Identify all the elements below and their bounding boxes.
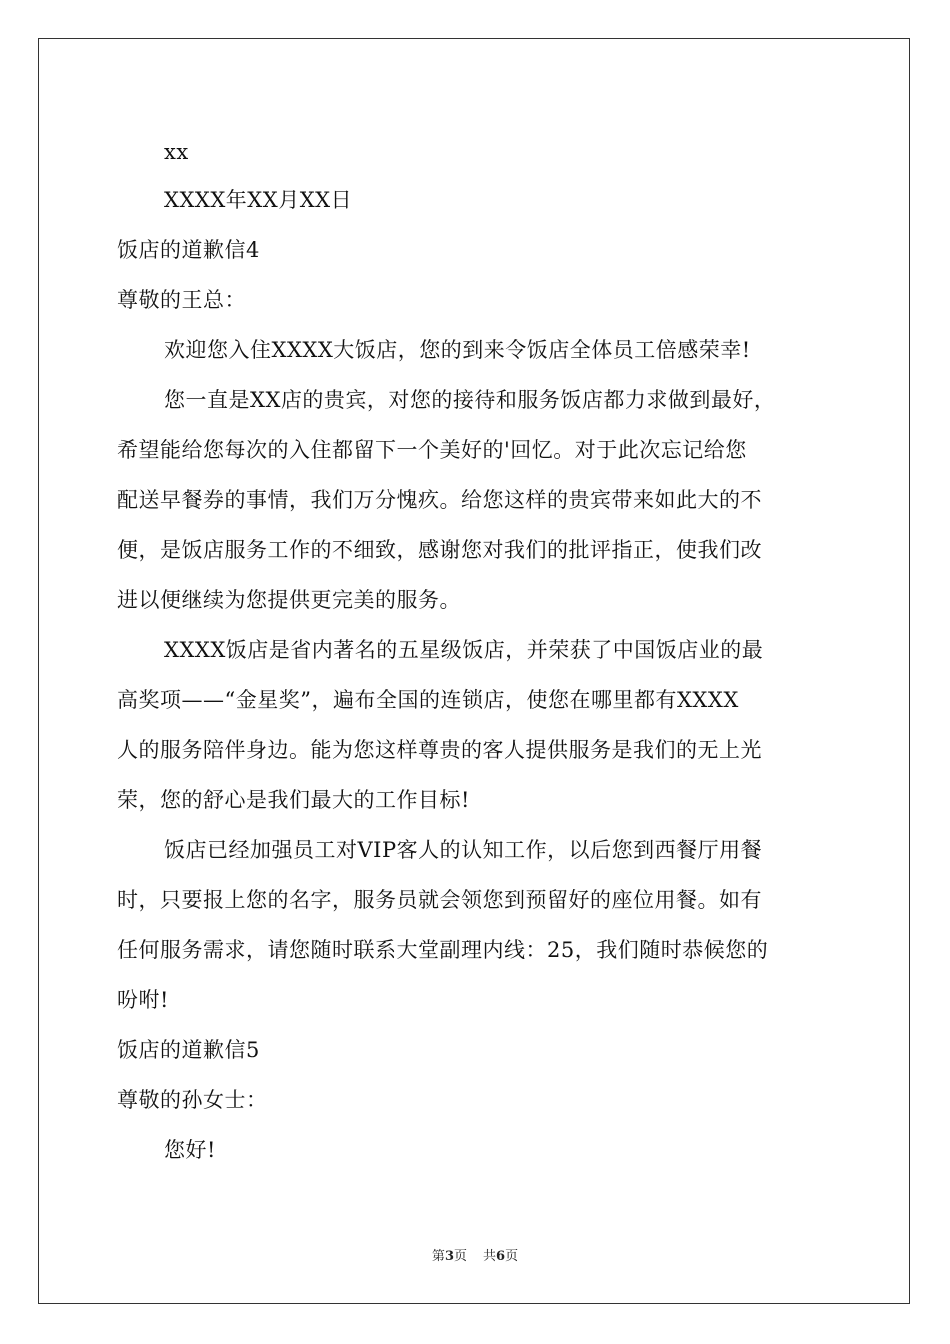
letter4-paragraph-line: 荣，您的舒心是我们最大的工作目标!	[117, 788, 470, 812]
letter4-paragraph-line: 时，只要报上您的名字，服务员就会领您到预留好的座位用餐。如有	[117, 888, 762, 912]
page-prefix: 第	[431, 1249, 445, 1264]
letter4-paragraph-line: 便，是饭店服务工作的不细致，感谢您对我们的批评指正，使我们改	[117, 538, 762, 562]
letter4-paragraph-line: 吩咐!	[117, 988, 169, 1012]
letter4-paragraph-line: 进以便继续为您提供更完美的服务。	[117, 588, 461, 612]
total-suffix: 页	[505, 1249, 519, 1264]
page-suffix: 页	[453, 1249, 467, 1264]
page-border	[38, 38, 910, 1304]
letter5-salutation: 尊敬的孙女士：	[117, 1088, 268, 1112]
letter4-paragraph-line: 任何服务需求，请您随时联系大堂副理内线：25，我们随时恭候您的	[117, 938, 769, 962]
letter5-title: 饭店的道歉信5	[117, 1038, 260, 1062]
letter4-paragraph-line: 高奖项——“金星奖”，遍布全国的连锁店，使您在哪里都有XXXX	[117, 688, 739, 712]
signature-name: xx	[164, 140, 189, 164]
page-current: 3	[444, 1249, 454, 1264]
letter4-salutation: 尊敬的王总：	[117, 288, 246, 312]
signature-date: XXXX年XX月XX日	[164, 188, 353, 212]
total-prefix: 共	[483, 1249, 497, 1264]
letter4-paragraph-line: XXXX饭店是省内著名的五星级饭店，并荣获了中国饭店业的最	[164, 638, 764, 662]
letter4-paragraph-line: 配送早餐券的事情，我们万分愧疚。给您这样的贵宾带来如此大的不	[117, 488, 762, 512]
page-total: 6	[496, 1249, 506, 1264]
letter4-paragraph-line: 饭店已经加强员工对VIP客人的认知工作，以后您到西餐厅用餐	[164, 838, 763, 862]
letter4-title: 饭店的道歉信4	[117, 238, 260, 262]
letter4-paragraph-line: 人的服务陪伴身边。能为您这样尊贵的客人提供服务是我们的无上光	[117, 738, 762, 762]
letter4-paragraph-line: 您一直是XX店的贵宾，对您的接待和服务饭店都力求做到最好，	[164, 388, 776, 412]
page-footer	[0, 1248, 950, 1266]
letter4-paragraph-line: 欢迎您入住XXXX大饭店，您的到来令饭店全体员工倍感荣幸!	[164, 338, 751, 362]
letter4-paragraph-line: 希望能给您每次的入住都留下一个美好的'回忆。对于此次忘记给您	[117, 438, 747, 462]
letter5-greeting: 您好!	[164, 1138, 216, 1162]
